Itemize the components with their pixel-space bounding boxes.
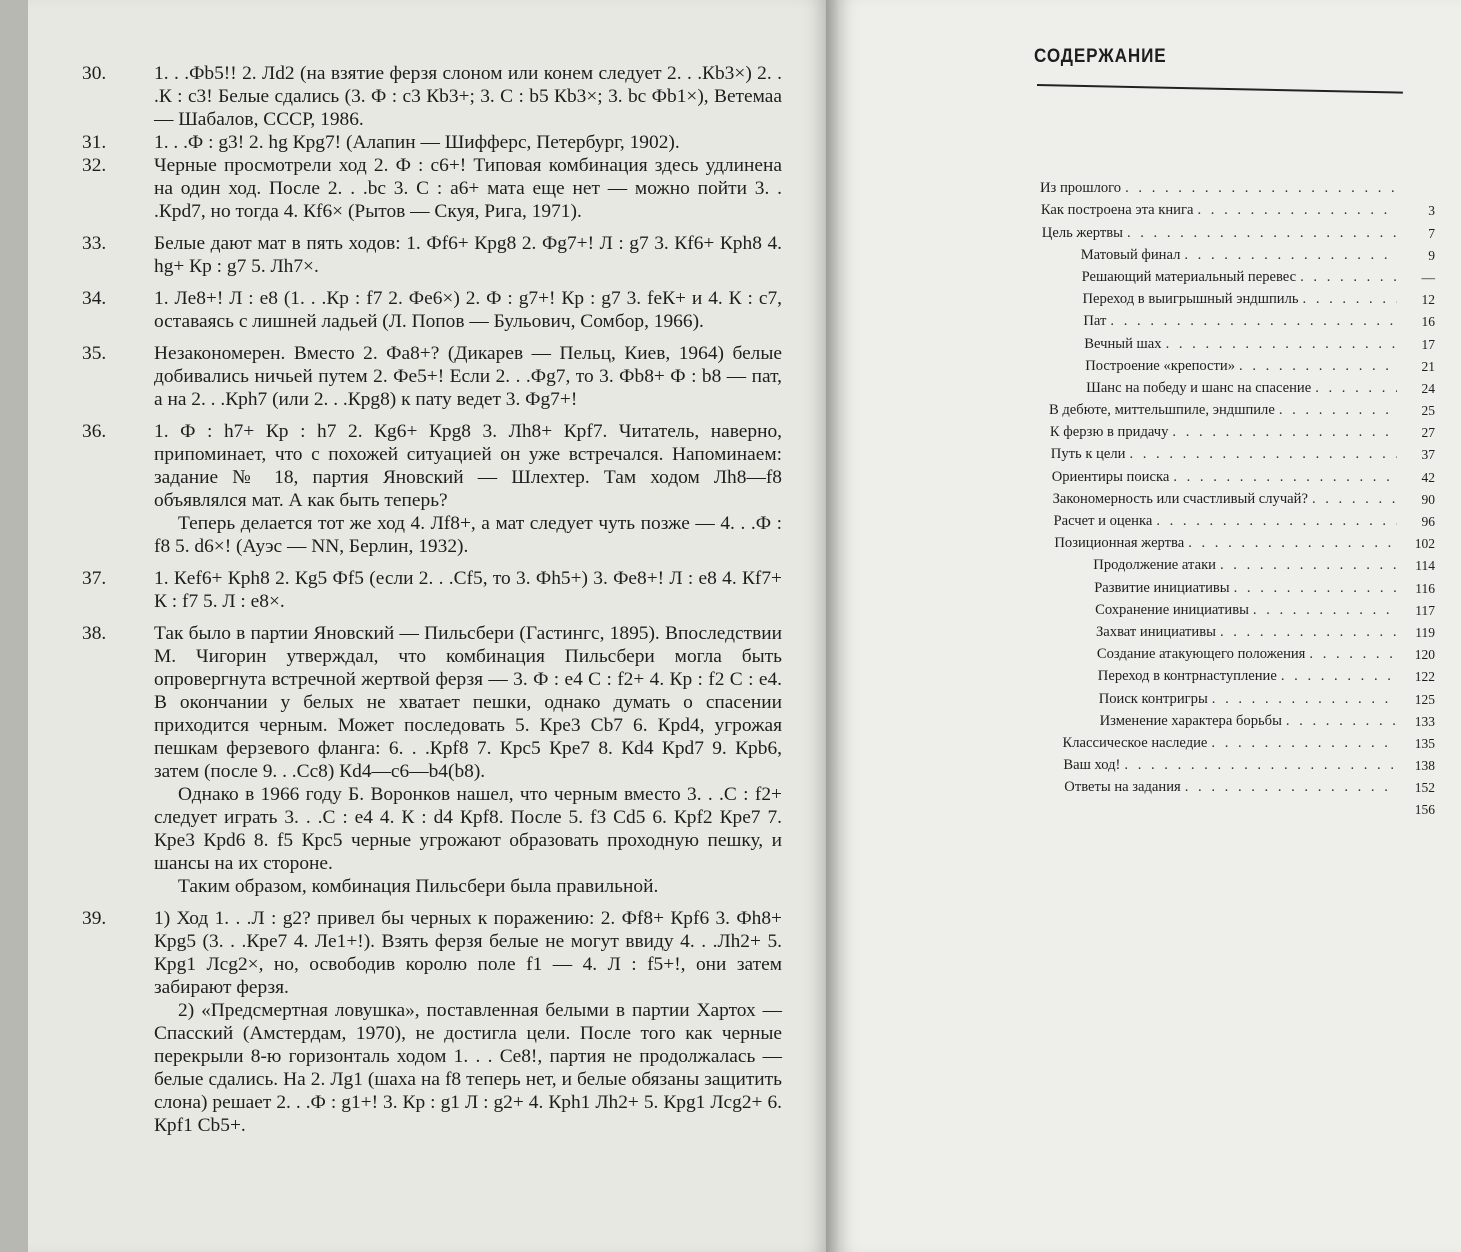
answer-number: 32.	[82, 155, 107, 176]
answer-item	[82, 62, 782, 131]
contents-entry-title: К ферзю в придачу	[1049, 424, 1169, 441]
contents-entry	[1040, 375, 1435, 397]
contents-entry-page: 135	[1414, 735, 1435, 751]
contents-entry-page: 117	[1415, 602, 1435, 618]
contents-entry	[1040, 175, 1435, 197]
contents-entry-title: Вечный шах	[1084, 335, 1162, 352]
contents-entry-page: 122	[1414, 669, 1435, 685]
contents-entry	[1040, 685, 1435, 707]
answer-text: 1) Ход 1. . .Л : g2? привел бы черных к поражению: 2. Фf8+ Крf6 3. Фh8+ Крg5 (3. . .Крe7 4. Лe1+!). Взять ферзя белые не могут ввиду 4. . .Лh2+ 5. Крg1 Лcg2×, но, освободив королю поле f1 — 4. Л : f5+!, они затем забирают ферзя.	[154, 908, 782, 998]
contents-entry	[1040, 508, 1435, 530]
answer-number: 39.	[82, 908, 107, 929]
contents-entry	[1040, 774, 1435, 796]
contents-entry-title: Пат	[1083, 313, 1107, 330]
answer-text: Черные просмотрели ход 2. Ф : c6+! Типовая комбинация здесь удлинена на один ход. После 2. . .bc 3. С : a6+ мата еще нет — можно пойти 3. . .Крd7, но тогда 4. Кf6× (Рытов — Скуя, Рига, 1971).	[154, 155, 782, 222]
contents-entry-page: 17	[1421, 336, 1435, 352]
contents-entry-page: 37	[1421, 447, 1435, 463]
answer-number: 34.	[82, 288, 107, 309]
answer-number: 38.	[82, 623, 107, 644]
answer-text: 1. Ф : h7+ Кр : h7 2. Кg6+ Крg8 3. Лh8+ Крf7. Читатель, наверно, припоминает, что с похожей ситуацией он уже встречался. Напоминаем: задание № 18, партия Яновский — Шлехтер. Там ходом Лh8—f8 объявлялся мат. А как быть теперь?	[154, 421, 782, 511]
answer-number: 37.	[82, 568, 107, 589]
contents-entry-title: Решающий материальный перевес	[1081, 268, 1297, 285]
answer-text: 1. . .Фb5!! 2. Лd2 (на взятие ферзя слоном или конем следует 2. . .Кb3×) 2. . .К : c3! Белые сдались (3. Ф : c3 Кb3+; 3. С : b5 Кb3×; 3. bc Фb1×), Ветемаа — Шабалов, СССР, 1986.	[154, 63, 782, 130]
contents-leader-dots	[1279, 402, 1397, 419]
contents-leader-dots	[1286, 713, 1397, 730]
contents-entry	[1040, 419, 1435, 441]
contents-entry	[1040, 708, 1435, 730]
contents-entry-page: 27	[1421, 425, 1435, 441]
answer-text: Белые дают мат в пять ходов: 1. Фf6+ Крg8 2. Фg7+! Л : g7 3. Кf6+ Крh8 4. hg+ Кр : g7 5. Лh7×.	[154, 233, 782, 277]
contents-entry-title: Переход в выигрышный эндшпиль	[1082, 291, 1299, 308]
answer-text: Таким образом, комбинация Пильсбери была правильной.	[178, 876, 659, 897]
contents-entry	[1040, 330, 1435, 352]
contents-entry-title: Ваш ход!	[1063, 757, 1121, 774]
contents-entry-page: 16	[1421, 314, 1435, 330]
contents-leader-dots	[1173, 469, 1397, 486]
contents-leader-dots	[1197, 202, 1397, 219]
contents-entry-title: Из прошлого	[1040, 180, 1122, 197]
contents-leader-dots	[1300, 269, 1397, 286]
answer-text: Однако в 1966 году Б. Воронков нашел, что черным вместо 3. . .С : f2+ следует играть 3. . .С : e4 4. К : d4 Крf8. После 5. f3 Сd5 6. Крf2 Крe7 7. Крe3 Крd6 8. f5 Крc5 черные угрожают образовать проходную пешку, и шансы на их стороне.	[154, 784, 782, 874]
contents-list	[1040, 175, 1435, 818]
answer-item	[82, 232, 782, 278]
answer-number: 33.	[82, 233, 107, 254]
contents-entry-title: Матовый финал	[1080, 246, 1181, 263]
contents-entry	[1040, 286, 1435, 308]
contents-entry-title: Создание атакующего положения	[1096, 646, 1306, 663]
contents-entry-title: Захват инициативы	[1096, 623, 1216, 640]
contents-entry-title: Продолжение атаки	[1093, 557, 1216, 574]
contents-entry	[1040, 486, 1435, 508]
contents-leader-dots	[1185, 779, 1397, 796]
contents-entry-page: 156	[1414, 802, 1435, 818]
contents-entry	[1040, 353, 1435, 375]
contents-leader-dots	[1212, 691, 1397, 708]
contents-entry	[1040, 242, 1435, 264]
contents-leader-dots	[1127, 225, 1397, 242]
contents-leader-dots	[1309, 646, 1397, 663]
contents-entry	[1040, 752, 1435, 774]
contents-entry-page: 120	[1414, 647, 1435, 663]
contents-entry-page: 3	[1428, 203, 1435, 219]
contents-entry-title: Изменение характера борьбы	[1099, 712, 1282, 729]
answer-item	[82, 420, 782, 558]
contents-entry-page: 90	[1421, 491, 1435, 507]
contents-entry	[1040, 441, 1435, 463]
answer-item	[82, 131, 782, 154]
contents-entry-page: 114	[1415, 558, 1435, 574]
contents-entry-page: 24	[1421, 380, 1435, 396]
contents-entry-title: Сохранение инициативы	[1095, 601, 1249, 618]
contents-entry-page: 7	[1428, 225, 1435, 241]
contents-entry-title: Построение «крепости»	[1085, 357, 1236, 374]
answer-text: Теперь делается тот же ход 4. Лf8+, а мат следует чуть позже — 4. . .Ф : f8 5. d6×! (Ауэс — NN, Берлин, 1932).	[154, 513, 782, 557]
contents-entry-page: 42	[1421, 469, 1435, 485]
contents-entry	[1040, 397, 1435, 419]
answer-item	[82, 287, 782, 333]
contents-entry	[1040, 308, 1435, 330]
contents-entry	[1040, 264, 1435, 286]
contents-entry-title: Классическое наследие	[1062, 734, 1208, 751]
contents-leader-dots	[1124, 757, 1397, 774]
contents-entry-title: Переход в контрнаступление	[1097, 668, 1277, 685]
contents-entry	[1040, 597, 1435, 619]
contents-leader-dots	[1220, 557, 1397, 574]
answers-list	[82, 62, 782, 1137]
answer-item	[82, 567, 782, 613]
contents-title: СОДЕРЖАНИЕ	[1034, 46, 1167, 67]
contents-entry	[1040, 463, 1435, 485]
contents-leader-dots	[1234, 580, 1397, 597]
contents-entry-title: Расчет и оценка	[1053, 513, 1153, 529]
contents-entry-title: Как построена эта книга	[1040, 202, 1194, 219]
contents-leader-dots	[1220, 624, 1397, 641]
contents-leader-dots	[1156, 513, 1397, 530]
contents-entry-page: 9	[1428, 247, 1435, 263]
answer-text: Так было в партии Яновский — Пильсбери (Гастингс, 1895). Впоследствии М. Чигорин утверждал, что комбинация Пильсбери могла быть опровергнута встречной жертвой ферзя — 3. Ф : e4 С : f2+ 4. Кр : f2 С : e4. В окончании у белых не хватает пешки, однако думать о спасении приходится черным. Может последовать 5. Крe3 Сb7 6. Крd4, угрожая пешкам ферзевого фланга: 6. . .Крf8 7. Крc5 Крe7 8. Кd4 Крd7 9. Крb6, затем (после 9. . .Сc8) Кd4—c6—b4(b8).	[154, 623, 782, 782]
answer-item	[82, 907, 782, 1137]
contents-entry-page: 125	[1414, 691, 1435, 707]
contents-entry	[1040, 574, 1435, 596]
contents-leader-dots	[1211, 735, 1397, 752]
contents-leader-dots	[1125, 180, 1397, 197]
answer-text: 2) «Предсмертная ловушка», поставленная белыми в партии Хартох — Спасский (Амстердам, 1970), не достигла цели. После того как черные перекрыли 8-ю горизонталь ходом 1. . . Сe8!, партия не продолжалась — белые сдались. На 2. Лg1 (шаха на f8 теперь нет, и белые обязаны защитить слона) решает 2. . .Ф : g1+! 3. Кр : g1 Л : g2+ 4. Крh1 Лh2+ 5. Крg1 Лcg2+ 6. Крf1 Сb5+.	[154, 1000, 782, 1136]
contents-entry-title: Позиционная жертва	[1054, 535, 1185, 552]
answer-item	[82, 342, 782, 411]
answer-item	[82, 154, 782, 223]
contents-entry	[1040, 197, 1435, 219]
contents-entry-page: 96	[1421, 514, 1435, 529]
contents-leader-dots	[1253, 602, 1397, 619]
contents-entry	[1040, 619, 1435, 641]
contents-entry-page: 119	[1415, 624, 1435, 640]
answer-number: 30.	[82, 63, 107, 84]
contents-entry-page: 116	[1415, 580, 1435, 596]
contents-leader-dots	[1315, 380, 1397, 397]
contents-entry-page: 25	[1421, 403, 1435, 419]
contents-entry-page: 21	[1421, 358, 1435, 374]
answer-number: 35.	[82, 343, 107, 364]
answer-text: 1. Лe8+! Л : e8 (1. . .Кр : f7 2. Фe6×) 2. Ф : g7+! Кр : g7 3. feК+ и 4. К : c7, оставаясь с лишней ладьей (Л. Попов — Бульович, Сомбор, 1966).	[154, 288, 782, 332]
contents-leader-dots	[1281, 668, 1397, 685]
contents-leader-dots	[1188, 535, 1397, 552]
contents-entry-page: 102	[1414, 536, 1435, 552]
contents-entry	[1040, 641, 1435, 663]
contents-entry-title: Развитие инициативы	[1094, 579, 1230, 596]
contents-entry-page: 138	[1414, 758, 1435, 774]
contents-entry	[1040, 796, 1435, 818]
answer-item	[82, 622, 782, 898]
contents-entry	[1040, 219, 1435, 241]
contents-leader-dots	[1172, 424, 1397, 441]
answer-text: 1. Кef6+ Крh8 2. Кg5 Фf5 (если 2. . .Сf5, то 3. Фh5+) 3. Фe8+! Л : e8 4. Кf7+ К : f7 5. Л : e8×.	[154, 568, 782, 612]
answer-text: Незакономерен. Вместо 2. Фa8+? (Дикарев — Пельц, Киев, 1964) белые добивались ничьей путем 2. Фe5+! Если 2. . .Фg7, то 3. Фb8+ Ф : b8 — пат, а на 2. . .Крh7 (или 2. . .Крg8) к пату ведет 3. Фg7+!	[154, 343, 782, 410]
contents-entry	[1040, 552, 1435, 574]
contents-entry-page: 133	[1414, 713, 1435, 729]
contents-entry-title: Путь к цели	[1050, 446, 1126, 463]
contents-entry-page: 12	[1421, 292, 1435, 308]
background-edge	[0, 0, 28, 1252]
contents-leader-dots	[1184, 247, 1397, 264]
contents-entry-page: —	[1421, 269, 1435, 285]
contents-entry	[1040, 530, 1435, 552]
contents-leader-dots	[1303, 291, 1397, 308]
contents-leader-dots	[1129, 446, 1397, 463]
contents-entry-title: В дебюте, миттельшпиле, эндшпиле	[1049, 402, 1275, 419]
contents-entry-title: Цель жертвы	[1041, 224, 1123, 241]
contents-entry	[1040, 663, 1435, 685]
contents-leader-dots	[1110, 313, 1397, 330]
answer-text: 1. . .Ф : g3! 2. hg Крg7! (Алапин — Шифферс, Петербург, 1902).	[154, 132, 680, 153]
contents-leader-dots	[1312, 491, 1397, 508]
contents-entry-title: Ответы на задания	[1064, 779, 1181, 796]
contents-entry-title: Закономерность или счастливый случай?	[1052, 490, 1308, 507]
answer-number: 31.	[82, 132, 107, 153]
contents-entry-title: Шанс на победу и шанс на спасение	[1086, 379, 1312, 396]
contents-entry-page: 152	[1414, 780, 1435, 796]
answer-number: 36.	[82, 421, 107, 442]
contents-leader-dots	[1166, 336, 1397, 353]
contents-leader-dots	[1239, 358, 1397, 375]
contents-entry-title: Ориентиры поиска	[1051, 468, 1170, 485]
contents-entry-title: Поиск контригры	[1098, 690, 1208, 707]
contents-entry	[1040, 730, 1435, 752]
